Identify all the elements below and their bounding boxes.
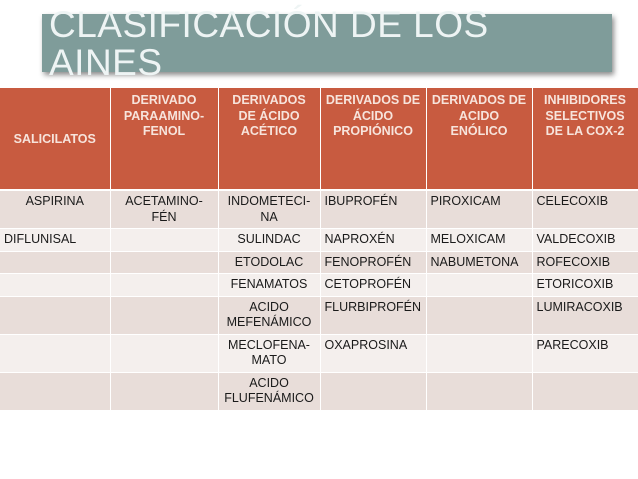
table-cell: SULINDAC xyxy=(218,229,320,252)
table-cell xyxy=(426,372,532,410)
table-cell: NAPROXÉN xyxy=(320,229,426,252)
header-salicilatos: SALICILATOS xyxy=(0,88,110,190)
page-title: CLASIFICACIÓN DE LOS AINES xyxy=(49,4,489,83)
table-cell: FLURBIPROFÉN xyxy=(320,296,426,334)
header-acido-acetico: DERIVADOS DE ÁCIDO ACÉTICO xyxy=(218,88,320,190)
table-cell: IBUPROFÉN xyxy=(320,190,426,229)
table-cell: DIFLUNISAL xyxy=(0,229,110,252)
table-cell xyxy=(0,274,110,297)
table-row xyxy=(0,251,638,274)
table-cell: MELOXICAM xyxy=(426,229,532,252)
table-cell: CETOPROFÉN xyxy=(320,274,426,297)
table-cell: ACETAMINO-FÉN xyxy=(110,190,218,229)
header-acido-enolico: DERIVADOS DE ACIDO ENÓLICO xyxy=(426,88,532,190)
table-row xyxy=(0,190,638,229)
table-cell: PARECOXIB xyxy=(532,334,638,372)
table-cell: INDOMETECI-NA xyxy=(218,190,320,229)
header-acido-propionico: DERIVADOS DE ÁCIDO PROPIÓNICO xyxy=(320,88,426,190)
title-banner xyxy=(42,4,612,83)
table-cell xyxy=(532,372,638,410)
table-cell xyxy=(426,334,532,372)
table-cell xyxy=(426,296,532,334)
table-cell xyxy=(110,229,218,252)
table-row xyxy=(0,229,638,252)
classification-table xyxy=(0,88,638,411)
table-cell: ACIDO FLUFENÁMICO xyxy=(218,372,320,410)
table-row xyxy=(0,372,638,410)
table-cell: ASPIRINA xyxy=(0,190,110,229)
table-cell: OXAPROSINA xyxy=(320,334,426,372)
table-row xyxy=(0,296,638,334)
table-cell xyxy=(426,274,532,297)
table-cell xyxy=(0,296,110,334)
table-cell xyxy=(320,372,426,410)
table-cell: MECLOFENA-MATO xyxy=(218,334,320,372)
table-cell: FENAMATOS xyxy=(218,274,320,297)
table-cell xyxy=(110,296,218,334)
table-row xyxy=(0,274,638,297)
table-cell xyxy=(110,274,218,297)
table-cell: ROFECOXIB xyxy=(532,251,638,274)
table-header-row xyxy=(0,88,638,190)
table-cell: CELECOXIB xyxy=(532,190,638,229)
table-cell: FENOPROFÉN xyxy=(320,251,426,274)
table-cell xyxy=(0,251,110,274)
table-cell: ETORICOXIB xyxy=(532,274,638,297)
table-cell xyxy=(110,251,218,274)
table-cell: LUMIRACOXIB xyxy=(532,296,638,334)
table-cell: ETODOLAC xyxy=(218,251,320,274)
table-cell xyxy=(110,372,218,410)
table-cell: PIROXICAM xyxy=(426,190,532,229)
table-row xyxy=(0,334,638,372)
classification-table-container xyxy=(0,88,638,411)
table-cell: ACIDO MEFENÁMICO xyxy=(218,296,320,334)
header-paraaminofenol: DERIVADO PARAAMINO-FENOL xyxy=(110,88,218,190)
table-cell xyxy=(110,334,218,372)
header-inhibidores-cox2: INHIBIDORES SELECTIVOS DE LA COX-2 xyxy=(532,88,638,190)
table-cell: NABUMETONA xyxy=(426,251,532,274)
table-cell: VALDECOXIB xyxy=(532,229,638,252)
table-cell xyxy=(0,334,110,372)
table-cell xyxy=(0,372,110,410)
